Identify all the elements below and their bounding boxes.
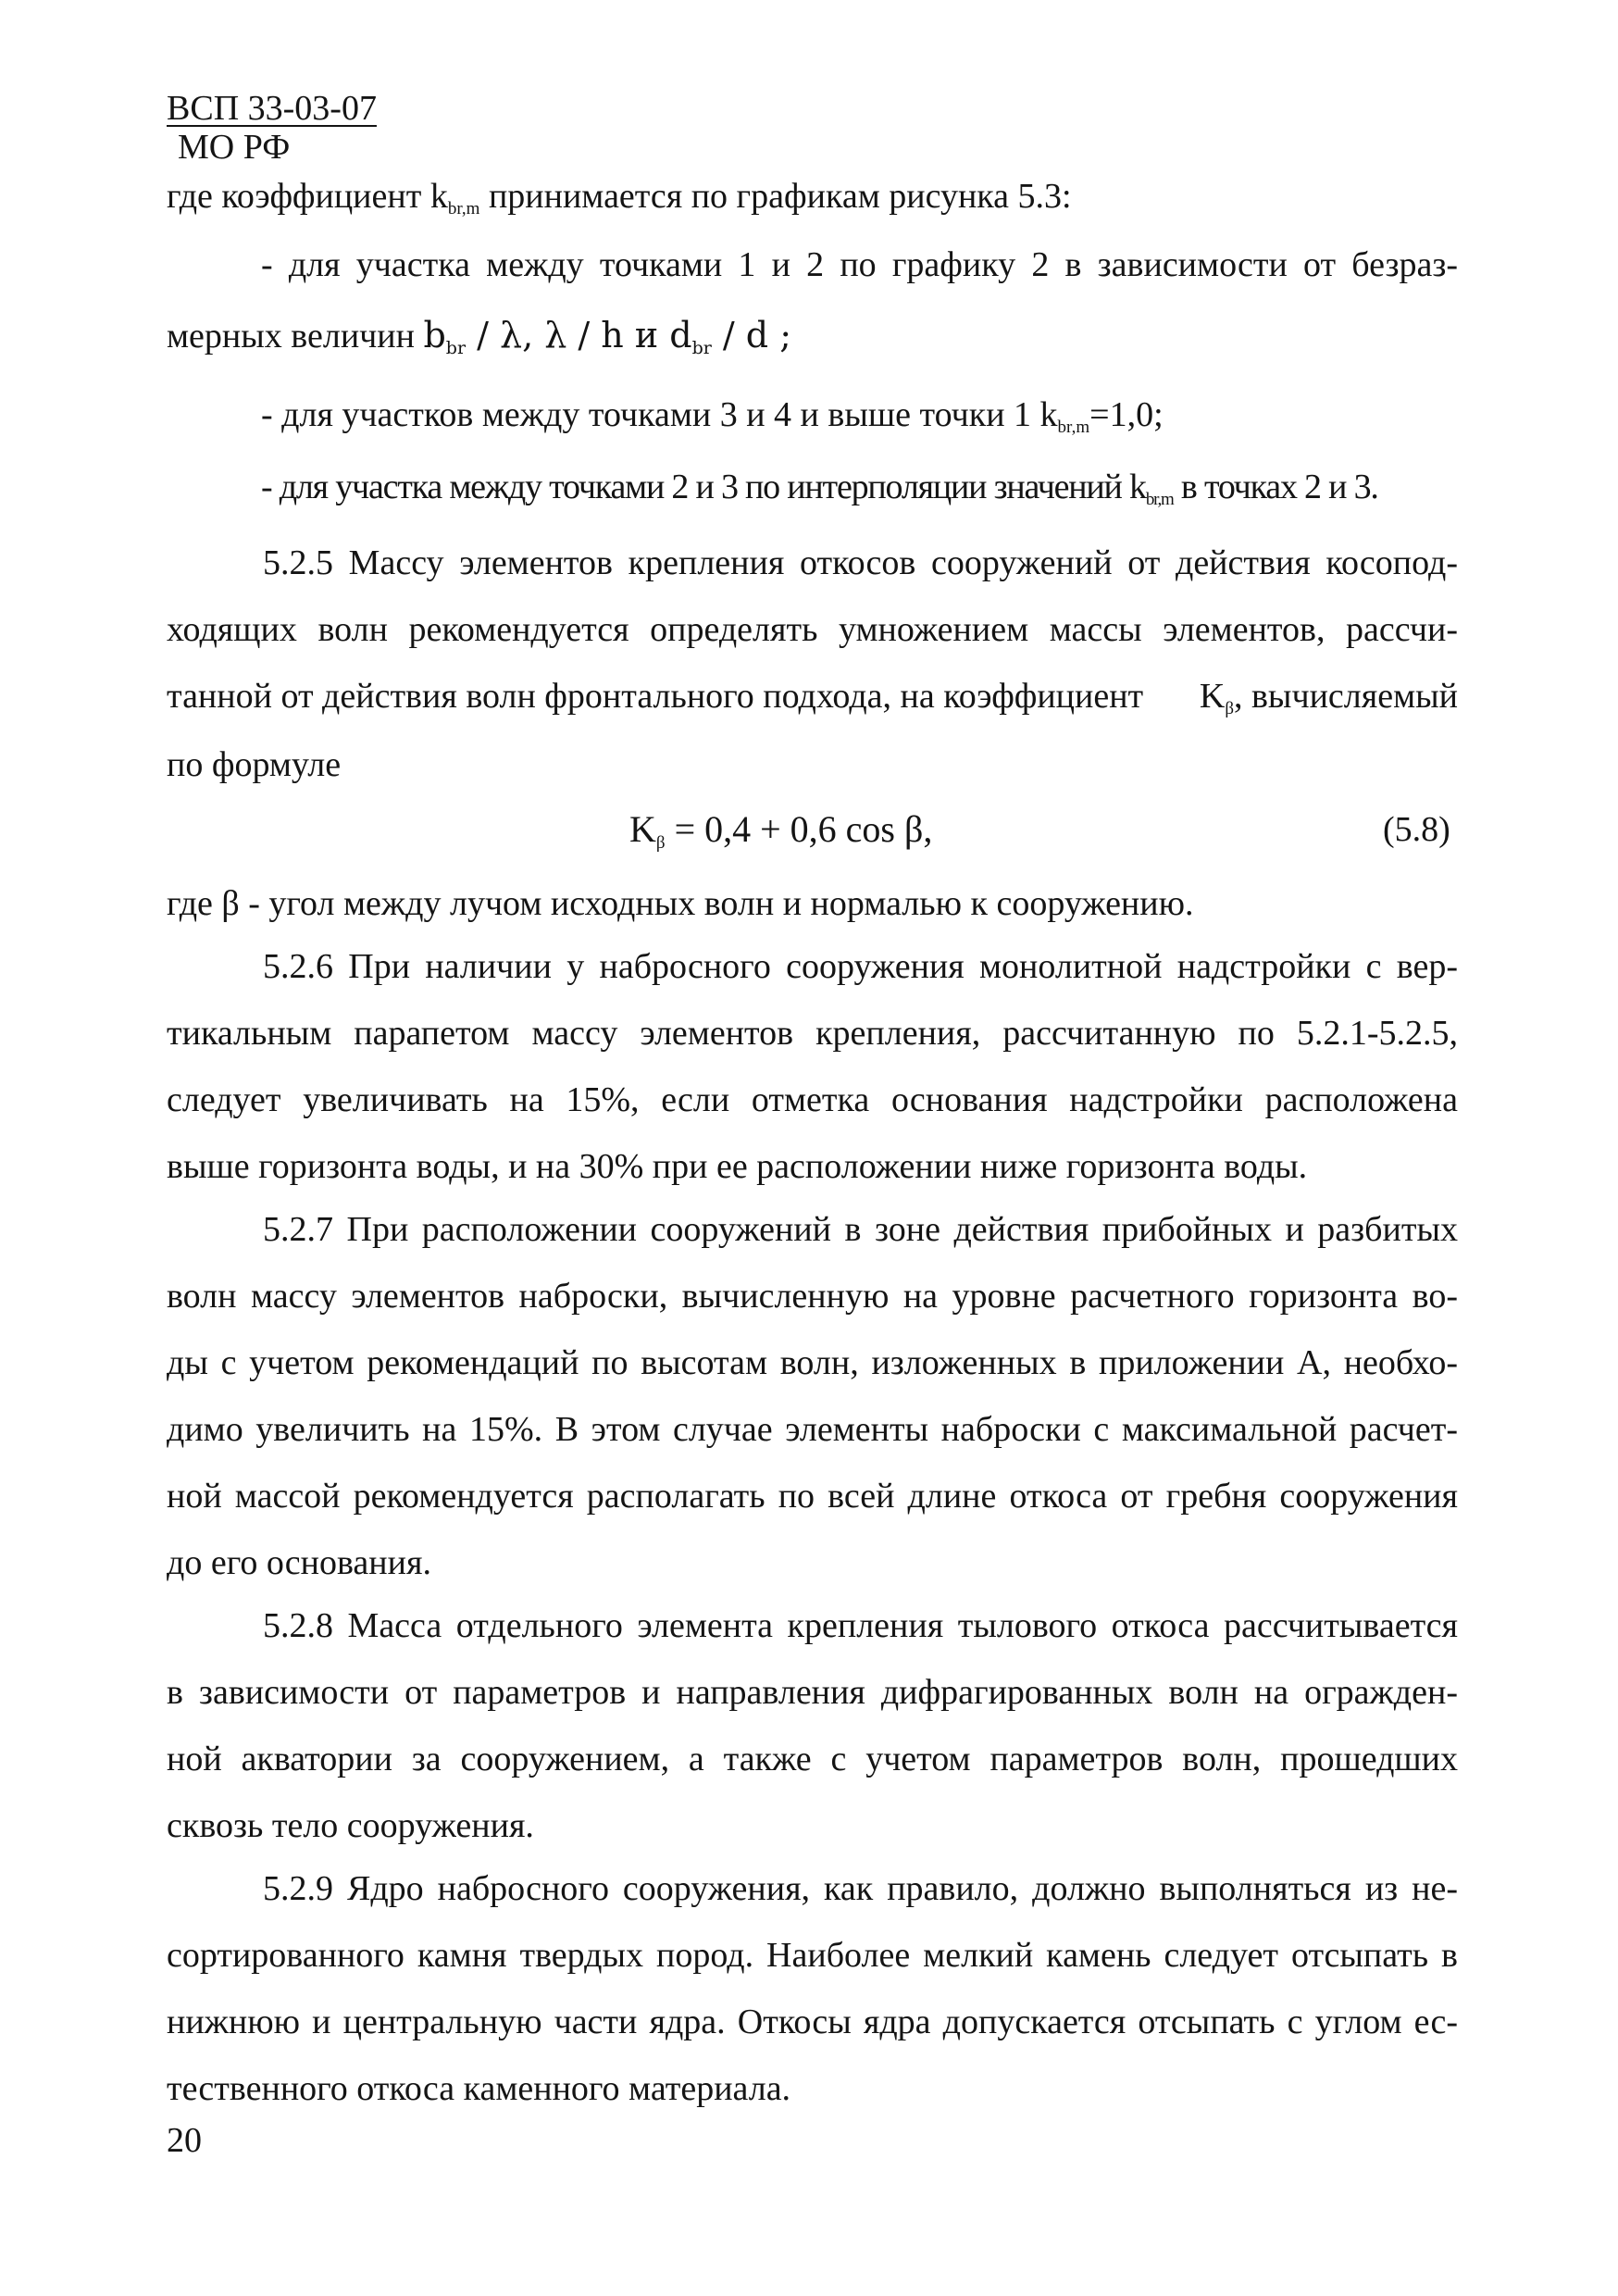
bullet-2: - для участков между точками 3 и 4 и выше точки 1 $k_{br,m}=1,0$; (261, 395, 1164, 437)
p529-line-2: сортированного камня твердых пород. Наиболее мелкий камень следует отсыпать в (167, 1936, 1458, 1975)
p527-line-3: ды с учетом рекомендаций по высотам волн, изложенных в приложении А, необхо- (167, 1343, 1458, 1382)
p527-line-4: димо увеличить на 15%. В этом случае элементы наброски с максимальной расчет- (167, 1410, 1458, 1449)
beta-definition: где β - угол между лучом исходных волн и нормалью к сооружению. (167, 884, 1194, 923)
p529-line-3: нижнюю и центральную части ядра. Откосы ядра допускается отсыпать с углом ес- (167, 2003, 1458, 2041)
p529-line-1: 5.2.9 Ядро набросного сооружения, как правило, должно выполняться из не- (263, 1869, 1458, 1908)
p526-line-3: следует увеличивать на 15%, если отметка основания надстройки расположена (167, 1080, 1458, 1119)
p527-line-2: волн массу элементов наброски, вычисленную на уровне расчетного горизонта во- (167, 1277, 1458, 1316)
p529-line-4: тественного откоса каменного материала. (167, 2069, 791, 2108)
p525-line-2: ходящих волн рекомендуется определять умножением массы элементов, рассчи- (167, 610, 1458, 649)
p525-line-4: по формуле (167, 745, 342, 784)
p527-line-6: до его основания. (167, 1543, 431, 1582)
bullet-1-line-1: - для участка между точками 1 и 2 по графику 2 в зависимости от безраз- (261, 245, 1458, 284)
p526-line-4: выше горизонта воды, и на 30% при ее расположении ниже горизонта воды. (167, 1147, 1308, 1186)
p528-line-1: 5.2.8 Масса отдельного элемента крепления тылового откоса рассчитывается (263, 1606, 1458, 1645)
p527-line-1: 5.2.7 При расположении сооружений в зоне действия прибойных и разбитых (263, 1210, 1458, 1249)
formula-number: (5.8) (1383, 810, 1450, 849)
k-br-m-symbol: $k_{br,m}$ (429, 177, 480, 218)
p528-line-2: в зависимости от параметров и направления дифрагированных волн на огражден- (167, 1673, 1458, 1712)
bullet-3: - для участка между точками 2 и 3 по интерполяции значений $k_{br,m}$ в точках 2 и 3. (261, 468, 1378, 509)
doc-code: ВСП 33-03-07 (167, 89, 377, 128)
p528-line-3: ной акватории за сооружением, а также с учетом параметров волн, прошедших (167, 1740, 1458, 1778)
p526-line-1: 5.2.6 При наличии у набросного сооружения монолитной надстройки с вер- (263, 947, 1458, 986)
intro-line: где коэффициент $k_{br,m}$ принимается по графикам рисунка 5.3: (167, 177, 1072, 218)
formula-5-8: $K_\beta = 0,4 + 0,6$ cos β, (629, 808, 933, 853)
org-name: МО РФ (178, 128, 291, 167)
page-number: 20 (167, 2121, 202, 2160)
p525-line-3: танной от действия волн фронтального подхода, на коэффициент $K_\beta$, вычисляемый (167, 677, 1458, 718)
p525-line-1: 5.2.5 Массу элементов крепления откосов сооружений от действия косопод- (263, 543, 1458, 582)
bullet-1-line-2: мерных величин $b_{br}$ / λ, λ / h и $d_{br}$ / d ; (167, 315, 791, 358)
dimensionless-ratios: $b_{br}$ / λ, λ / h и $d_{br}$ / d ; (423, 315, 791, 358)
p527-line-5: ной массой рекомендуется располагать по всей длине откоса от гребня сооружения (167, 1477, 1458, 1516)
p528-line-4: сквозь тело сооружения. (167, 1806, 534, 1845)
p526-line-2: тикальным парапетом массу элементов крепления, рассчитанную по 5.2.1-5.2.5, (167, 1014, 1458, 1053)
